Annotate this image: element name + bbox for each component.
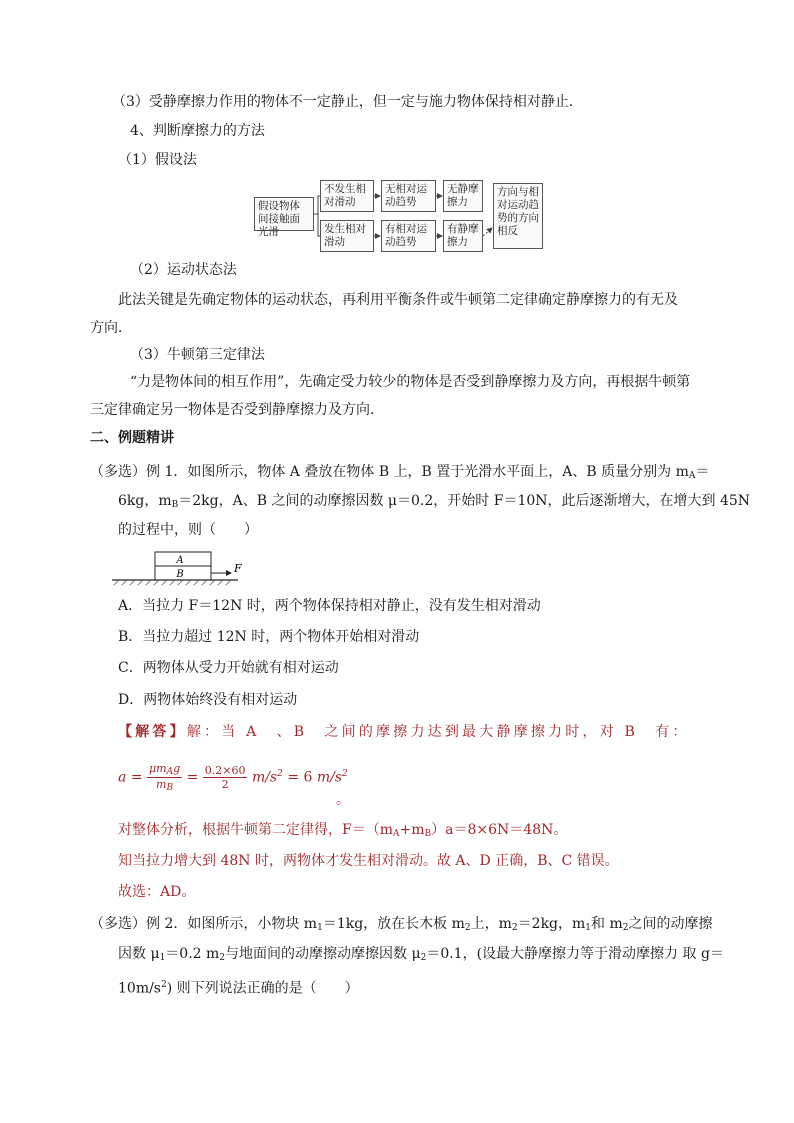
method-3: （3）牛顿第三定律法 [130,347,265,363]
answer-line-2: 对整体分析，根据牛顿第二定律得，$F=(m_A+m_B)a=8\times 6N=48N$。 [118,822,568,839]
answer-line-3: 知当拉力增大到 48N 时，两物体才发生相对滑动。故 A、D 正确，B、C 错误。 [118,853,619,869]
flow-arrows [0,0,794,300]
option-c: C．两物体从受力开始就有相对运动 [118,660,339,676]
flow-start: 假设物体间接触面光滑 [254,197,314,231]
block-figure [110,550,250,590]
flow-bottom-1: 发生相对滑动 [320,220,374,252]
method-3-text-2: 三定律确定另一物体是否受到静摩擦力及方向． [90,402,384,418]
force-label: F [234,562,242,575]
section-title: 二、例题精讲 [90,430,174,446]
option-b: B．当拉力超过 12N 时，两个物体开始相对滑动 [118,629,420,645]
ex2-line-1: （多选）例 2．如图所示，小物块 $m_1=1kg$，放在长木板 $m_2$上，$m_2=2kg$，$m_1$和 $m_2$之间的动摩擦 [90,916,713,933]
answer-line-1: 【解答】解：当 A 、B 之间的摩擦力达到最大静摩擦力时，对 B 有： [118,724,690,740]
answer-line-4: 故选：AD。 [118,884,196,900]
ex1-line-2: 6kg，$m_B=2kg$，A、B 之间的动摩擦因数 μ＝0.2，开始时 F＝10N，此后逐渐增大，在增大到 45N [118,493,751,510]
block-a-label: A [176,555,184,566]
point-3: （3）受静摩擦力作用的物体不一定静止，但一定与施力物体保持相对静止． [112,94,583,110]
method-1: （1）假设法 [118,152,197,168]
flow-top-3: 无静摩擦力 [443,180,483,212]
block-b-label: B [176,569,184,580]
heading-methods: 4、判断摩擦力的方法 [130,123,265,139]
flow-bottom-3: 有静摩擦力 [443,220,483,252]
flow-bottom-2: 有相对运动趋势 [381,220,436,252]
flow-top-1: 不发生相对滑动 [320,180,374,212]
ex2-line-3: $10m/s^2$) 则下列说法正确的是（ ） [118,980,359,997]
flow-top-2: 无相对运动趋势 [381,180,436,212]
method-2-text-1: 此法关键是先确定物体的运动状态，再利用平衡条件或牛顿第二定律确定静摩擦力的有无及 [118,292,678,308]
method-3-text-1: “力是物体间的相互作用”，先确定受力较少的物体是否受到静摩擦力及方向，再根据牛顿第 [130,374,691,390]
ex1-line-1: （多选）例 1．如图所示，物体 A 叠放在物体 B 上，B 置于光滑水平面上，A、B 质量分别为 $m_A=$ [90,464,710,481]
method-2-text-2: 方向． [90,320,132,336]
option-a: A．当拉力 F＝12N 时，两个物体保持相对静止，没有发生相对滑动 [118,598,541,614]
option-d: D．两物体始终没有相对运动 [118,692,298,708]
formula-period: 。 [336,792,350,808]
answer-formula: a = $\frac{\mu m_Ag}{m_B}$ = $\frac{0.2\times 60}{2}$ $m/s^2 = 6$ $m/s^2$ [118,762,348,793]
method-2: （2）运动状态法 [130,262,237,278]
ex2-line-2: 因数 $\mu_1=0.2$ $m_2$与地面间的动摩擦动摩擦因数 $\mu_2=0.1$，(设最大静摩擦力等于滑动摩擦力 取 g＝ [118,946,724,963]
ex1-line-3: 的过程中，则（ ） [118,522,258,538]
flow-end: 方向与相对运动趋势的方向相反 [493,183,543,249]
